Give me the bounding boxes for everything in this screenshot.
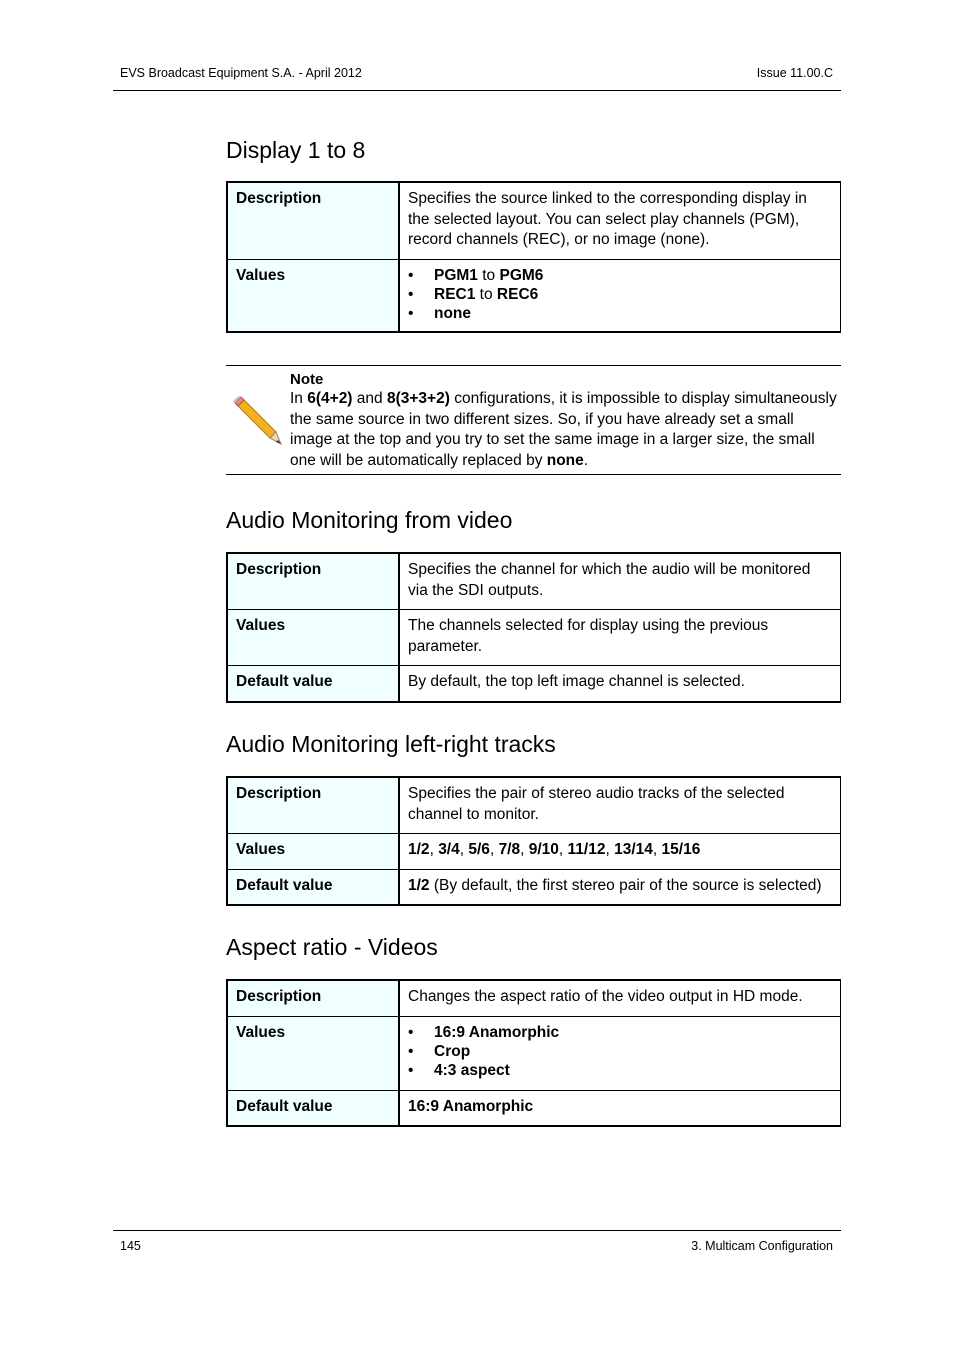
default-label: Default value: [227, 666, 399, 702]
table-row: [227, 980, 841, 1016]
description-label: Description: [227, 980, 399, 1016]
description-value: Specifies the channel for which the audio will be monitored via the SDI outputs.: [399, 553, 841, 610]
values-label: Values: [227, 610, 399, 666]
default-value: 16:9 Anamorphic: [399, 1090, 841, 1126]
note-box: [226, 365, 841, 475]
values-label: Values: [227, 1016, 399, 1090]
description-value: Changes the aspect ratio of the video output in HD mode.: [399, 980, 841, 1016]
note-body: [290, 372, 840, 471]
list-item: • 4:3 aspect: [408, 1061, 510, 1079]
description-label: Description: [227, 777, 399, 834]
list-item: • Crop: [408, 1042, 471, 1060]
table-row: [227, 1016, 841, 1090]
section-heading-audio-tracks: Audio Monitoring left-right tracks: [226, 731, 556, 757]
table-row: [227, 182, 841, 259]
values-cell: [399, 259, 841, 332]
section-heading-audio-video: Audio Monitoring from video: [226, 507, 513, 533]
aspect-param-table: [226, 979, 841, 1127]
values-label: Values: [227, 834, 399, 870]
table-row: [227, 777, 841, 834]
description-value: Specifies the source linked to the corresponding display in the selected layout. You can select play channels (PGM), record channels (REC), or no image (none).: [399, 182, 841, 259]
table-row: [227, 869, 841, 905]
note-text: In 6(4+2) and 8(3+3+2) configurations, it is impossible to display simultaneously the same source in two different sizes. So, if you have already set a small image at the top and you try to set the same image in a larger size, the small one will be automatically replaced by none.: [290, 390, 837, 469]
description-label: Description: [227, 553, 399, 610]
audio-video-param-table: [226, 552, 841, 703]
list-item: • REC1 to REC6: [408, 285, 539, 303]
values-value: The channels selected for display using the previous parameter.: [399, 610, 841, 666]
section-heading-display: Display 1 to 8: [226, 137, 366, 163]
table-row: [227, 610, 841, 666]
values-label: Values: [227, 259, 399, 332]
list-item: • 16:9 Anamorphic: [408, 1023, 560, 1041]
list-item: • PGM1 to PGM6: [408, 266, 544, 284]
table-row: [227, 1090, 841, 1126]
description-value: Specifies the pair of stereo audio tracks of the selected channel to monitor.: [399, 777, 841, 834]
values-value: 1/2, 3/4, 5/6, 7/8, 9/10, 11/12, 13/14, 15/16: [399, 834, 841, 870]
header-publisher: EVS Broadcast Equipment S.A. - April 2012: [120, 66, 362, 80]
section-heading-aspect: Aspect ratio - Videos: [226, 934, 438, 960]
note-title: Note: [290, 371, 324, 388]
values-list: [408, 266, 832, 323]
header-issue: Issue 11.00.C: [756, 66, 833, 80]
audio-tracks-param-table: [226, 776, 841, 906]
values-list: [408, 1023, 832, 1080]
default-value: 1/2 (By default, the first stereo pair of the source is selected): [399, 869, 841, 905]
table-row: [227, 259, 841, 332]
description-label: Description: [227, 182, 399, 259]
page-number: 145: [120, 1239, 141, 1253]
list-item: • none: [408, 304, 472, 322]
pencil-icon: [232, 396, 282, 446]
table-row: [227, 834, 841, 870]
display-param-table: [226, 181, 841, 333]
page-header: [113, 66, 841, 91]
page-footer: [113, 1230, 841, 1253]
values-cell: [399, 1016, 841, 1090]
default-label: Default value: [227, 1090, 399, 1126]
default-value: By default, the top left image channel is selected.: [399, 666, 841, 702]
table-row: [227, 666, 841, 702]
chapter-title: 3. Multicam Configuration: [691, 1239, 833, 1253]
default-label: Default value: [227, 869, 399, 905]
table-row: [227, 553, 841, 610]
